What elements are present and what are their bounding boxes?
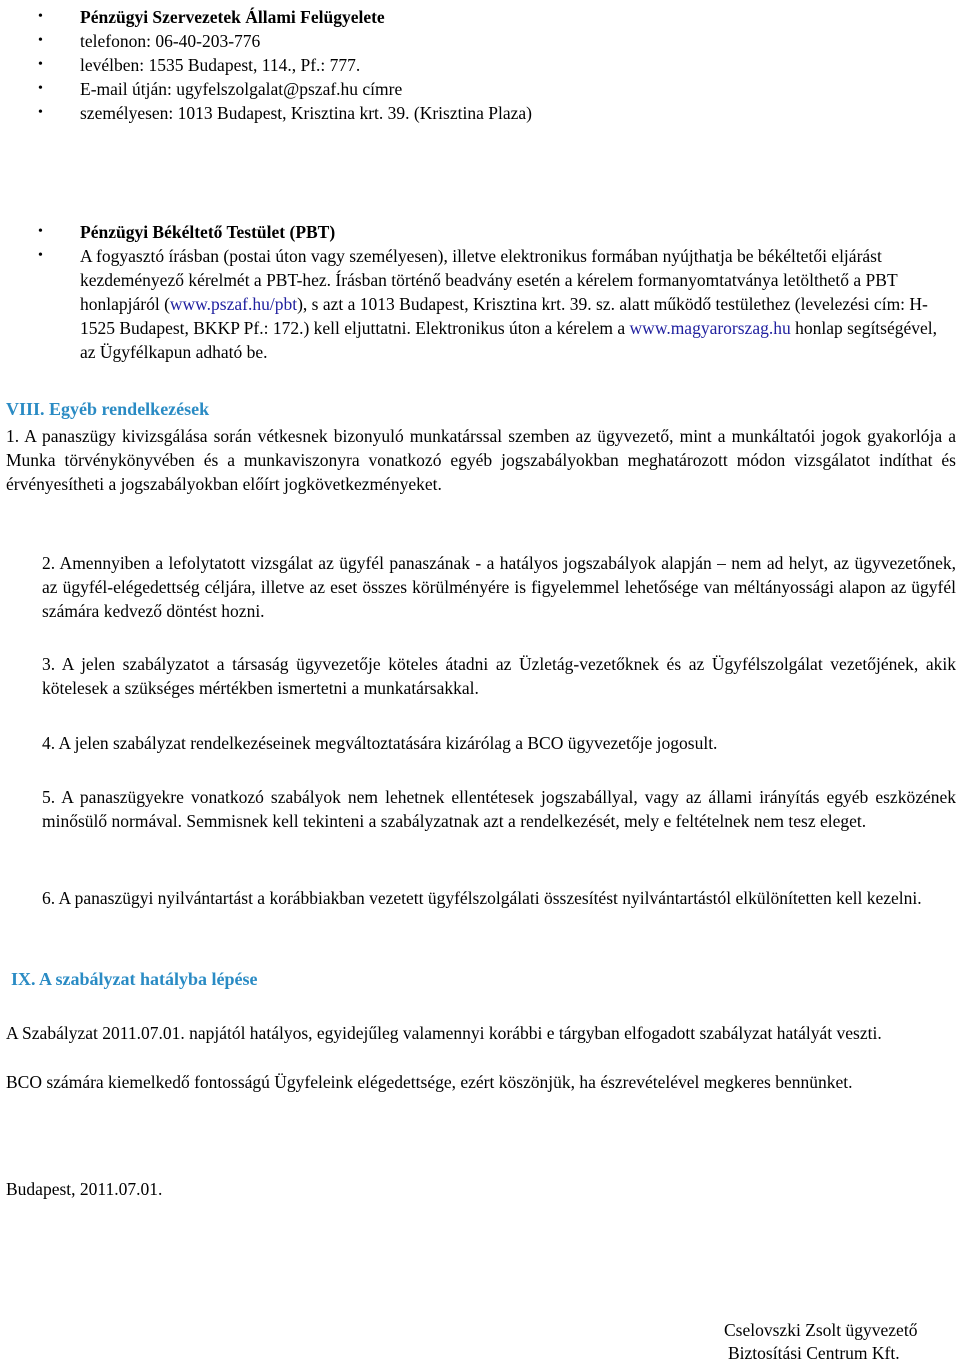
pbt-list <box>0 220 960 364</box>
list-item <box>0 77 960 101</box>
paragraph: 1. A panaszügy kivizsgálása során vétkesnek bizonyuló munkatárssal szemben az ügyvezető, mint a munkáltatói jogok gyakorlója a Munka törvénykönyvében és a munkaviszonyra vonatkozó egyéb jogszabályokban meghatározott módon vizsgálatot indíthat és érvényesítheti a jogszabályokban előírt jogkövetkezményeket. <box>6 426 956 494</box>
magyarorszag-link[interactable]: www.magyarorszag.hu <box>629 318 791 338</box>
list-item <box>0 244 960 364</box>
list-item-text: személyesen: 1013 Budapest, Krisztina krt. 39. (Krisztina Plaza) <box>80 103 532 123</box>
list-item <box>0 101 960 125</box>
list-item <box>0 29 960 53</box>
section-heading: VIII. Egyéb rendelkezések <box>6 399 210 419</box>
list-item-text: E-mail útján: ugyfelszolgalat@pszaf.hu címre <box>80 79 403 99</box>
pbt-title: Pénzügyi Békéltető Testület (PBT) <box>80 222 336 242</box>
signature-company: Biztosítási Centrum Kft. <box>728 1343 900 1363</box>
paragraph: 3. A jelen szabályzatot a társaság ügyvezetője köteles átadni az Üzletág-vezetőknek és az Ügyfélszolgálat vezetőjének, akik kötelesek a szükséges mértékben ismertetni a munkatársakkal. <box>42 654 956 698</box>
pbt-link[interactable]: www.pszaf.hu/pbt <box>169 294 298 314</box>
paragraph: 4. A jelen szabályzat rendelkezéseinek megváltoztatására kizárólag a BCO ügyvezetője jogosult. <box>42 733 718 753</box>
bullet-icon: • <box>38 81 43 96</box>
bullet-icon: • <box>38 224 43 239</box>
signature-name: Cselovszki Zsolt ügyvezető <box>724 1320 918 1340</box>
pbt-text-b: ), s azt a 1013 Budapest, Krisztina krt. 39. sz. alatt működő testülethez (levelezési cím: H-1525 Budapest, BKKP Pf.: 172.) kell eljuttatni. Elektronikus úton a kérelem a <box>80 294 928 338</box>
list-item <box>0 5 960 29</box>
list-item <box>0 53 960 77</box>
list-item-text: Pénzügyi Szervezetek Állami Felügyelete <box>80 7 385 27</box>
paragraph: BCO számára kiemelkedő fontosságú Ügyfeleink elégedettsége, ezért köszönjük, ha észrevételével megkeres bennünket. <box>6 1072 853 1092</box>
bullet-icon: • <box>38 9 43 24</box>
paragraph: A Szabályzat 2011.07.01. napjától hatályos, egyidejűleg valamennyi korábbi e tárgyban elfogadott szabályzat hatályát veszti. <box>6 1023 882 1043</box>
list-item-text: telefonon: 06-40-203-776 <box>80 31 261 51</box>
bullet-icon: • <box>38 248 43 263</box>
section-heading: IX. A szabályzat hatályba lépése <box>11 969 258 989</box>
pbt-text-a: A fogyasztó írásban (postai úton vagy személyesen), illetve elektronikus formában nyújthatja be békéltetői eljárást kezdeményező kérelmét a PBT-hez. Írásban történő beadvány esetén a kérelem formanyomtatványa letölthető a PBT honlapjáról ( <box>80 246 898 314</box>
bullet-icon: • <box>38 57 43 72</box>
list-item <box>0 220 960 244</box>
pbt-text-c: honlap segítségével, az Ügyfélkapun adható be. <box>80 318 938 362</box>
bullet-icon: • <box>38 105 43 120</box>
paragraph: 6. A panaszügyi nyilvántartást a korábbiakban vezetett ügyfélszolgálati összesítést nyilvántartástól elkülönítetten kell kezelni. <box>42 888 922 908</box>
paragraph: 2. Amennyiben a lefolytatott vizsgálat az ügyfél panaszának - a hatályos jogszabályok alapján – nem ad helyt, az ügyvezetőnek, az ügyfél-elégedettség céljára, illetve az eset összes körülményére is figyelemmel lehetősége van méltányossági alapon az ügyfél számára kedvező döntést hozni. <box>42 553 956 621</box>
contact-list <box>0 5 960 125</box>
bullet-icon: • <box>38 33 43 48</box>
list-item-text: levélben: 1535 Budapest, 114., Pf.: 777. <box>80 55 361 75</box>
place-date: Budapest, 2011.07.01. <box>6 1179 163 1199</box>
paragraph: 5. A panaszügyekre vonatkozó szabályok nem lehetnek ellentétesek jogszabállyal, vagy az állami irányítás egyéb eszközének minősülő normával. Semmisnek kell tekinteni a szabályzatnak azt a rendelkezését, mely e feltételnek nem tesz eleget. <box>42 787 956 831</box>
